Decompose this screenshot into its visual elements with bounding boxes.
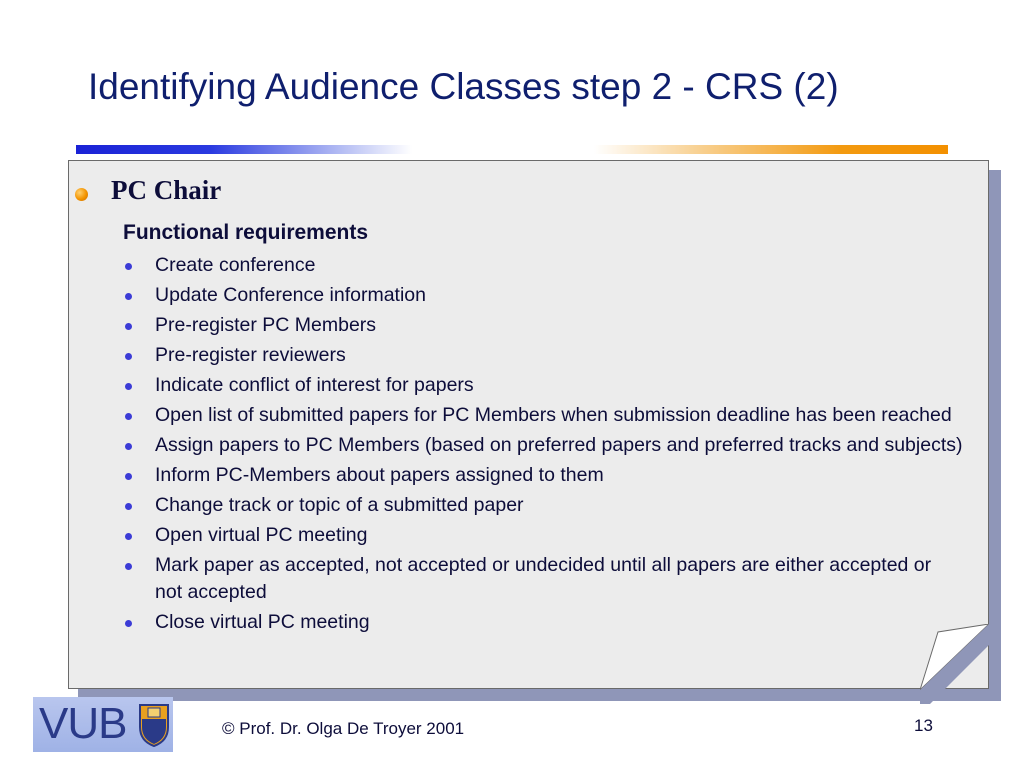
list-item-text: Change track or topic of a submitted paper: [155, 494, 524, 516]
list-item-text: Open list of submitted papers for PC Members when submission deadline has been reached: [155, 404, 952, 426]
blue-dot-bullet-icon: [125, 563, 132, 570]
blue-dot-bullet-icon: [125, 503, 132, 510]
slide-title: Identifying Audience Classes step 2 - CRS (2): [88, 66, 839, 107]
blue-dot-bullet-icon: [125, 533, 132, 540]
list-item: [123, 492, 963, 519]
list-item: [123, 342, 963, 369]
list-item-text: Create conference: [155, 254, 316, 276]
sub-heading: Functional requirements: [123, 221, 369, 244]
list-item-text: Indicate conflict of interest for papers: [155, 374, 474, 396]
page-number: 13: [914, 716, 933, 735]
list-item: [123, 282, 963, 309]
vub-logo: [33, 697, 173, 752]
title-accent-bar-blue: [76, 145, 412, 154]
logo-text: VUB: [39, 699, 127, 748]
main-heading: PC Chair: [111, 175, 222, 205]
list-item: [123, 522, 963, 549]
list-item: [123, 252, 963, 279]
list-item-text: Update Conference information: [155, 284, 426, 306]
list-item: [123, 312, 963, 339]
blue-dot-bullet-icon: [125, 473, 132, 480]
list-item-text: Pre-register reviewers: [155, 344, 346, 366]
orange-sphere-bullet-icon: [75, 188, 88, 201]
list-item: [123, 372, 963, 399]
list-item-text: Pre-register PC Members: [155, 314, 377, 336]
list-item-text: Mark paper as accepted, not accepted or undecided until all papers are either accepted or not accepted: [155, 554, 932, 603]
blue-dot-bullet-icon: [125, 620, 132, 627]
requirements-list: [123, 252, 963, 639]
blue-dot-bullet-icon: [125, 383, 132, 390]
blue-dot-bullet-icon: [125, 443, 132, 450]
blue-dot-bullet-icon: [125, 323, 132, 330]
list-item-text: Assign papers to PC Members (based on preferred papers and preferred tracks and subjects): [155, 434, 963, 456]
blue-dot-bullet-icon: [125, 413, 132, 420]
vub-shield-icon: [138, 701, 170, 747]
blue-dot-bullet-icon: [125, 263, 132, 270]
list-item-text: Open virtual PC meeting: [155, 524, 368, 546]
footer-copyright: © Prof. Dr. Olga De Troyer 2001: [222, 719, 465, 738]
list-item: [123, 609, 963, 636]
list-item-text: Close virtual PC meeting: [155, 611, 370, 633]
list-item: [123, 552, 963, 606]
blue-dot-bullet-icon: [125, 353, 132, 360]
title-accent-bar-orange: [594, 145, 948, 154]
blue-dot-bullet-icon: [125, 293, 132, 300]
list-item: [123, 432, 963, 459]
list-item: [123, 462, 963, 489]
list-item-text: Inform PC-Members about papers assigned to them: [155, 464, 604, 486]
list-item: [123, 402, 963, 429]
